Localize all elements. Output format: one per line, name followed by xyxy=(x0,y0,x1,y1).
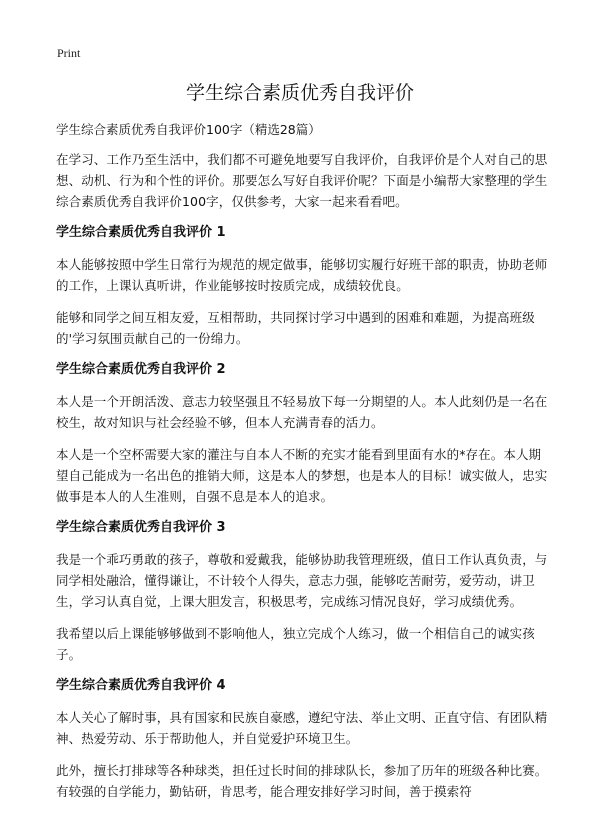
section-3-paragraph-1: 我是一个乖巧勇敢的孩子，尊敬和爱戴我，能够协助我管理班级，值日工作认真负责，与同学相处融洽，懂得谦让，不计较个人得失，意志力强，能够吃苦耐劳，爱劳动，讲卫生，学习认真自觉，上课大胆发言，积极思考，完成练习情况良好，学习成绩优秀。 xyxy=(56,552,548,609)
section-heading-2: 学生综合素质优秀自我评价 2 xyxy=(56,362,226,377)
section-3-paragraph-2: 我希望以后上课能够够做到不影响他人，独立完成个人练习，做一个相信自己的诚实孩子。 xyxy=(56,626,535,662)
page-title: 学生综合素质优秀自我评价 xyxy=(185,82,414,104)
print-link[interactable]: Print xyxy=(57,46,81,60)
document-subtitle: 学生综合素质优秀自我评价100字（精选28篇） xyxy=(56,122,321,137)
section-1-paragraph-1: 本人能够按照中学生日常行为规范的规定做事，能够切实履行好班干部的职责，协助老师的工作，上课认真听讲，作业能够按时按质完成，成绩较优良。 xyxy=(56,257,548,293)
section-heading-1: 学生综合素质优秀自我评价 1 xyxy=(56,225,226,240)
section-heading-3: 学生综合素质优秀自我评价 3 xyxy=(56,520,226,535)
section-heading-4: 学生综合素质优秀自我评价 4 xyxy=(56,678,226,693)
intro-paragraph: 在学习、工作乃至生活中，我们都不可避免地要写自我评价，自我评价是个人对自己的思想、动机、行为和个性的评价。那要怎么写好自我评价呢？下面是小编帮大家整理的学生综合素质优秀自我评价100字，仅供参考，大家一起来看看吧。 xyxy=(56,152,548,209)
section-2-paragraph-2: 本人是一个空杯需要大家的灌注与自本人不断的充实才能看到里面有水的*存在。本人期望自己能成为一名出色的推销大师，这是本人的梦想，也是本人的目标！诚实做人，忠实做事是本人的人生准则，自强不息是本人的追求。 xyxy=(56,447,548,504)
section-2-paragraph-1: 本人是一个开朗活泼、意志力较坚强且不轻易放下每一分期望的人。本人此刻仍是一名在校生，故对知识与社会经验不够，但本人充满青春的活力。 xyxy=(56,394,548,430)
section-4-paragraph-1: 本人关心了解时事，具有国家和民族自豪感，遵纪守法、举止文明、正直守信、有团队精神、热爱劳动、乐于帮助他人，并自觉爱护环境卫生。 xyxy=(56,710,548,746)
document-body xyxy=(56,120,551,813)
section-4-paragraph-2: 此外，擅长打排球等各种球类，担任过长时间的排球队长，参加了历年的班级各种比赛。有较强的自学能力，勤钻研，肯思考，能合理安排好学习时间，善于摸索符 xyxy=(56,763,548,799)
section-1-paragraph-2: 能够和同学之间互相友爱，互相帮助，共同探讨学习中遇到的困难和难题，为提高班级的'学习氛围贡献自己的一份绵力。 xyxy=(56,310,535,346)
